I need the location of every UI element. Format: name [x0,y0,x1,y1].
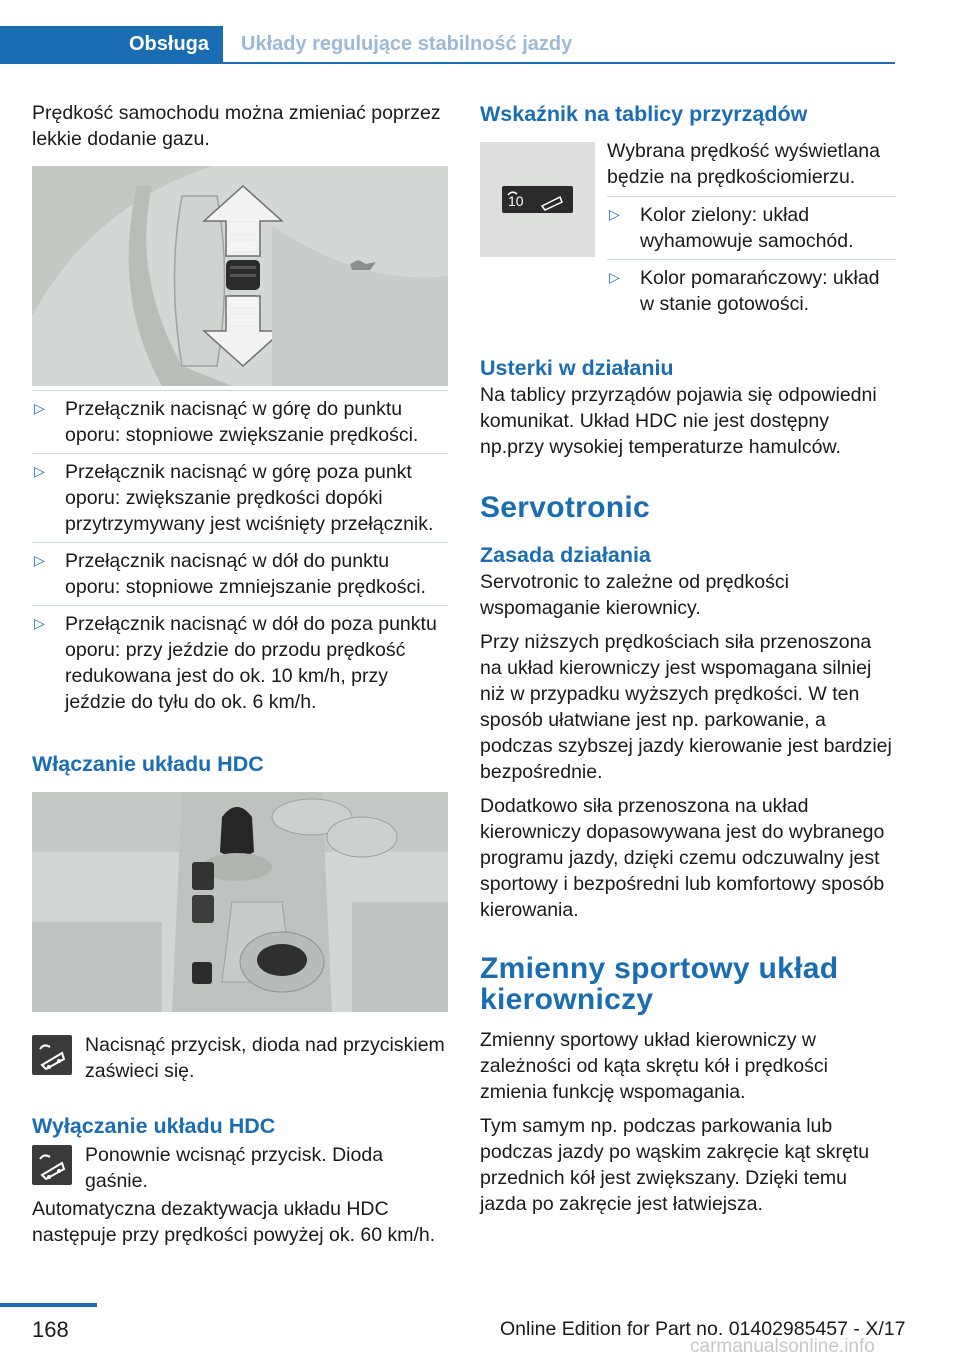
hdc-on-heading: Włączanie układu HDC [32,752,264,776]
list-item: ▷ Kolor zielony: układ wyhamowuje samochód. [607,196,896,259]
hdc-off-text: Ponownie wcisnąć przycisk. Dioda gaśnie. [85,1144,384,1192]
principle-paragraph-2: Przy niższych prędkościach siła przenoszona na układ kierowniczy jest wspomagana silniej niż w przypadku wyższych prędkości. W ten sposób ułatwiane jest np. parkowanie, a podczas szybszej jazdy kierowanie jest bardziej bezpośrednie. [480,631,892,783]
steering-wheel-switch-figure [32,166,448,386]
triangle-bullet-icon: ▷ [34,463,45,479]
header-chapter-title: Układy regulujące stabilność jazdy [241,33,573,55]
instrument-indicator-figure [480,142,595,257]
hdc-off-heading: Wyłączanie układu HDC [32,1114,276,1138]
indicator-text-block [607,138,896,322]
triangle-bullet-icon: ▷ [34,400,45,416]
intro-text: Prędkość samochodu można zmieniać poprzez lekkie dodanie gazu. [32,102,441,150]
right-column [480,100,896,1225]
watermark: carmanualsonline.info [690,1336,875,1357]
indicator-text: Wybrana prędkość wyświetlana będzie na prędkościomierzu. [607,140,880,188]
center-console-illustration [32,792,448,1012]
principle-heading: Zasada działania [480,543,651,567]
triangle-bullet-icon: ▷ [34,615,45,631]
steering-wheel-switch-illustration [32,166,448,386]
principle-paragraph-1: Servotronic to zależne od prędkości wspomaganie kierownicy. [480,571,789,619]
hill-descent-control-icon [32,1035,72,1075]
list-item: ▷ Przełącznik nacisnąć w górę poza punkt oporu: zwiększanie prędkości dopóki przytrzymywany jest wciśnięty przełącznik. [32,453,448,542]
triangle-bullet-icon: ▷ [609,269,620,285]
indicator-section [480,138,896,322]
list-item: ▷ Przełącznik nacisnąć w dół do poza punktu oporu: przy jeździe do przodu prędkość redukowana jest do ok. 10 km/h, przy jeździe do tyłu do ok. 6 km/h. [32,605,448,720]
page-number: 168 [32,1317,69,1342]
edition-line: Online Edition for Part no. 01402985457 - X/17 [500,1318,906,1340]
triangle-bullet-icon: ▷ [609,206,620,222]
sport-steering-heading: Zmienny sportowy układ kierowniczy [480,952,839,1016]
indicator-bullet-list [607,196,896,322]
sport-steering-paragraph-2: Tym samym np. podczas parkowania lub podczas jazdy po wąskim zakręcie kąt skrętu przednich kół jest zwiększany. Dzięki temu jazda po zakręcie jest łatwiejsza. [480,1115,870,1215]
hdc-off-instruction [32,1142,448,1194]
servotronic-heading: Servotronic [480,491,651,524]
list-item: ▷ Przełącznik nacisnąć w dół do punktu oporu: stopniowe zmniejszanie prędkości. [32,542,448,605]
indicator-number: 10 [508,193,524,209]
left-column [32,100,448,1256]
principle-paragraph-3: Dodatkowo siła przenoszona na układ kierowniczy dopasowywana jest do wybranego programu jazdy, dzięki czemu odczuwalny jest sportowy i bezpośredni lub komfortowy sposób kierowania. [480,795,885,921]
triangle-bullet-icon: ▷ [34,552,45,568]
hdc-on-text: Nacisnąć przycisk, dioda nad przyciskiem zaświeci się. [85,1034,445,1082]
hdc-on-instruction [32,1032,448,1084]
header-rule [0,62,895,64]
faults-heading: Usterki w działaniu [480,356,674,380]
list-item: ▷ Przełącznik nacisnąć w górę do punktu oporu: stopniowe zwiększanie prędkości. [32,390,448,453]
footer-rule [0,1303,97,1307]
hill-descent-control-icon [32,1145,72,1185]
center-console-figure [32,792,448,1012]
sport-steering-paragraph-1: Zmienny sportowy układ kierowniczy w zależności od kąta skrętu kół i prędkości zmienia funkcję wspomagania. [480,1029,828,1103]
list-item: ▷ Kolor pomarańczowy: układ w stanie gotowości. [607,259,896,322]
faults-text: Na tablicy przyrządów pojawia się odpowiedni komunikat. Układ HDC nie jest dostępny np.przy wysokiej temperaturze hamulców. [480,384,877,458]
header-section-tab: Obsługa [0,26,223,62]
indicator-heading: Wskaźnik na tablicy przyrządów [480,102,808,126]
speed-indicator-symbol [502,186,573,213]
hdc-auto-text: Automatyczna dezaktywacja układu HDC następuje przy prędkości powyżej ok. 60 km/h. [32,1198,436,1246]
switch-bullet-list [32,390,448,720]
